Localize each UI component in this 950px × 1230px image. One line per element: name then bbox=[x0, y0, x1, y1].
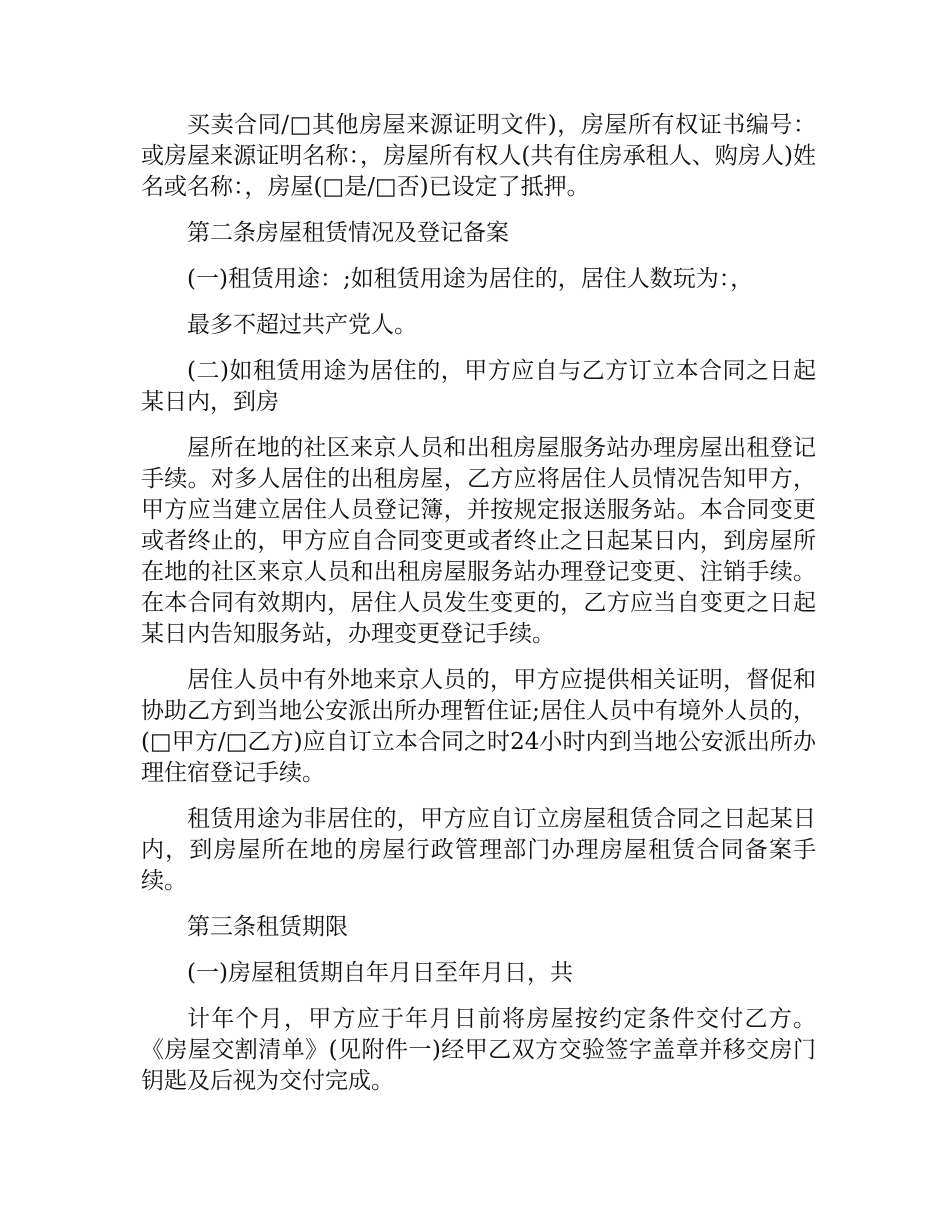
paragraph-3: (一)租赁用途：;如租赁用途为居住的，居住人数玩为：， bbox=[187, 266, 754, 292]
paragraph-11: 计年个月，甲方应于年月日前将房屋按约定条件交付乙方。《房屋交割清单》(见附件一)经甲乙双方交验签字盖章并移交房门钥匙及后视为交付完成。 bbox=[141, 1006, 816, 1094]
paragraph-7: 居住人员中有外地来京人员的，甲方应提供相关证明，督促和协助乙方到当地公安派出所办理暂住证;居住人员中有境外人员的，(□甲方/□乙方)应自订立本合同之时24小时内到当地公安派出所办理住宿登记手续。 bbox=[141, 667, 816, 786]
paragraph-10: (一)房屋租赁期自年月日至年月日，共 bbox=[187, 960, 573, 986]
paragraph-5: (二)如租赁用途为居住的，甲方应自与乙方订立本合同之日起某日内，到房 bbox=[141, 358, 816, 415]
paragraph-6: 屋所在地的社区来京人员和出租房屋服务站办理房屋出租登记手续。对多人居住的出租房屋，乙方应将居住人员情况告知甲方，甲方应当建立居住人员登记簿，并按规定报送服务站。本合同变更或者终止的，甲方应自合同变更或者终止之日起某日内，到房屋所在地的社区来京人员和出租房屋服务站办理登记变更、注销手续。在本合同有效期内，居住人员发生变更的，乙方应当自变更之日起某日内告知服务站，办理变更登记手续。 bbox=[141, 435, 816, 647]
paragraph-4: 最多不超过共产党人。 bbox=[187, 312, 417, 338]
section-heading-article-3: 第三条租赁期限 bbox=[187, 914, 348, 940]
paragraph-1: 买卖合同/□其他房屋来源证明文件)，房屋所有权证书编号：或房屋来源证明名称：，房屋所有权人(共有住房承租人、购房人)姓名或名称：，房屋(□是/□否)已设定了抵押。 bbox=[141, 112, 816, 200]
section-heading-article-2: 第二条房屋租赁情况及登记备案 bbox=[187, 220, 509, 246]
paragraph-8: 租赁用途为非居住的，甲方应自订立房屋租赁合同之日起某日内，到房屋所在地的房屋行政管理部门办理房屋租赁合同备案手续。 bbox=[141, 806, 816, 894]
document-body bbox=[141, 110, 816, 1112]
